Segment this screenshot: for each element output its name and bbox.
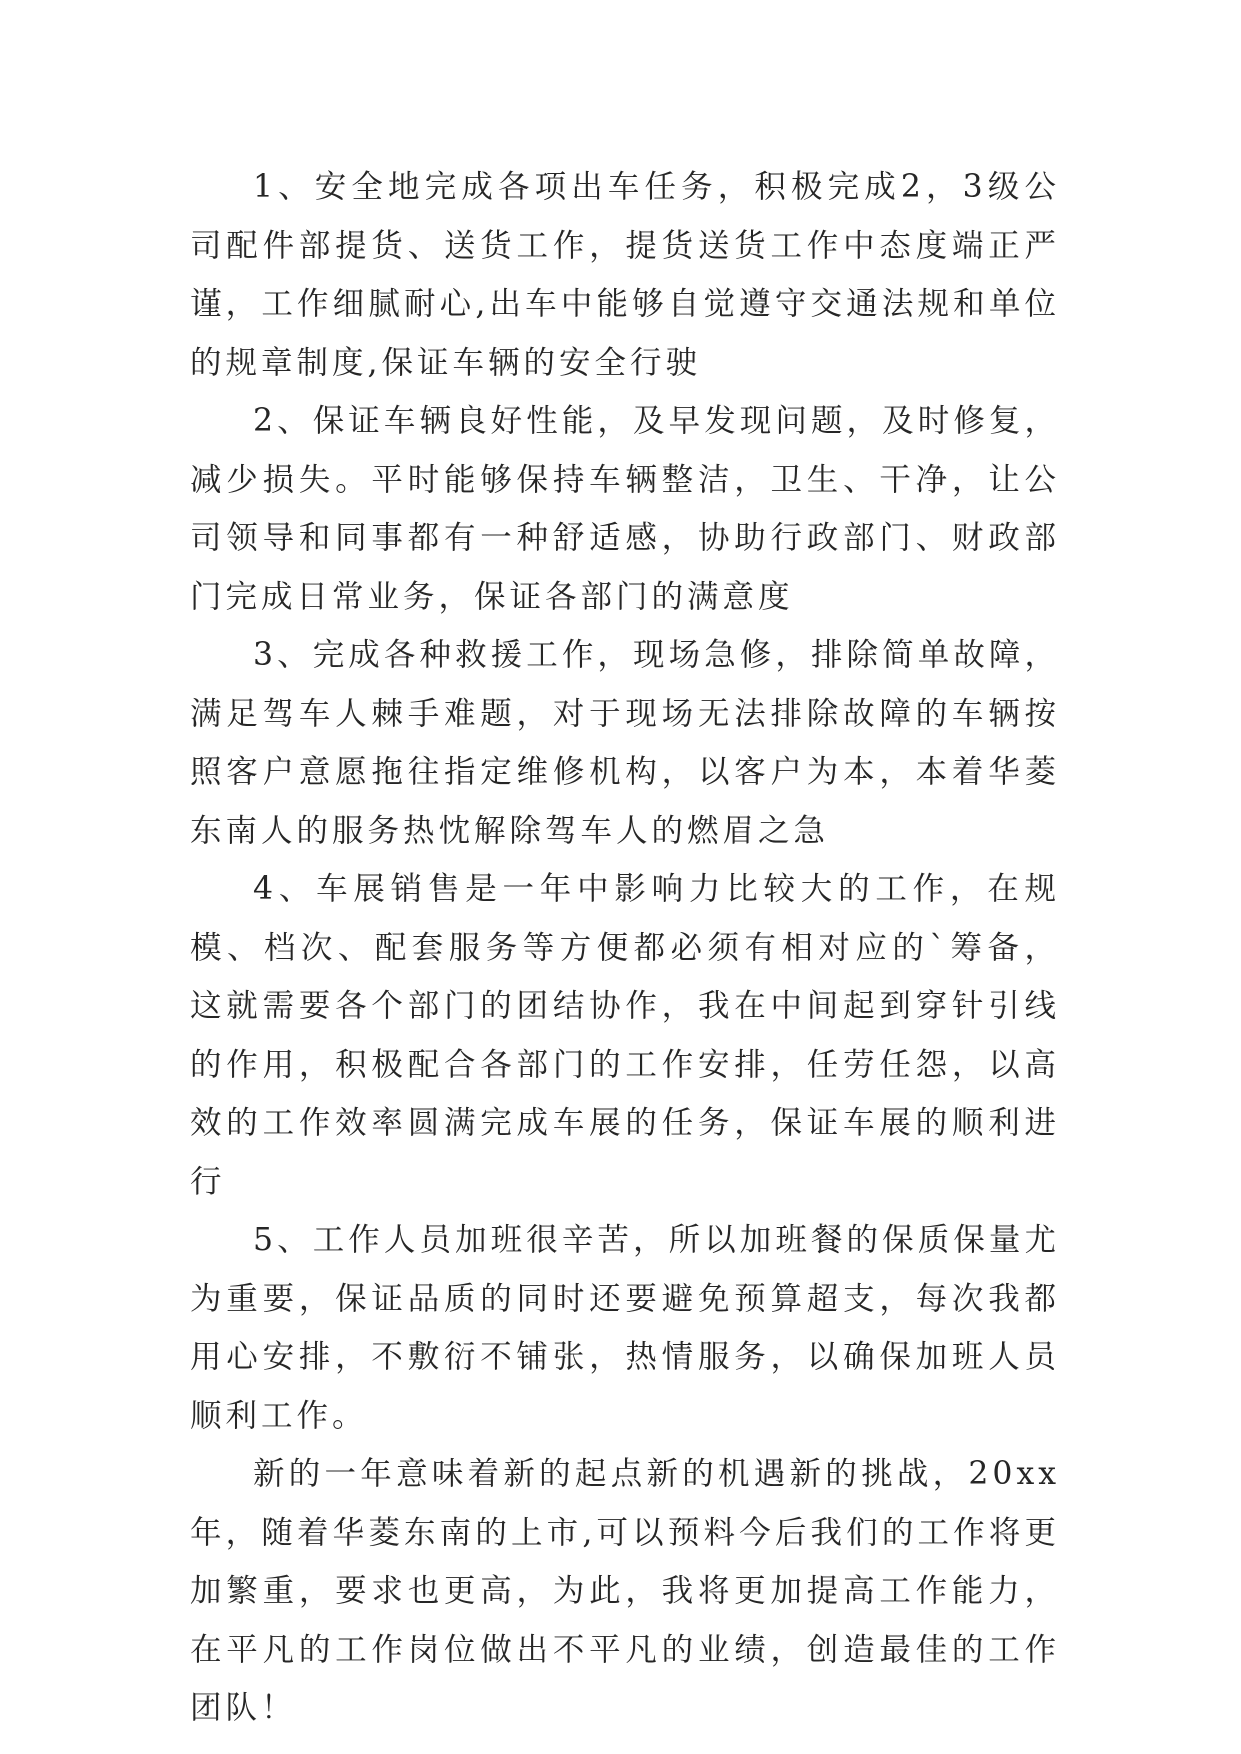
paragraph-4: 4、车展销售是一年中影响力比较大的工作，在规模、档次、配套服务等方便都必须有相对应的`筹备，这就需要各个部门的团结协作，我在中间起到穿针引线的作用，积极配合各部门的工作安排，任劳任怨，以高效的工作效率圆满完成车展的任务，保证车展的顺利进行 xyxy=(190,871,1060,1200)
document-body xyxy=(190,158,1060,1738)
paragraph-2: 2、保证车辆良好性能，及早发现问题，及时修复，减少损失。平时能够保持车辆整洁，卫生、干净，让公司领导和同事都有一种舒适感，协助行政部门、财政部门完成日常业务，保证各部门的满意度 xyxy=(190,403,1060,615)
paragraph-1: 1、安全地完成各项出车任务，积极完成2，3级公司配件部提货、送货工作，提货送货工作中态度端正严谨，工作细腻耐心,出车中能够自觉遵守交通法规和单位的规章制度,保证车辆的安全行驶 xyxy=(190,169,1060,381)
paragraph-closing: 新的一年意味着新的起点新的机遇新的挑战，20xx年，随着华菱东南的上市,可以预料今后我们的工作将更加繁重，要求也更高，为此，我将更加提高工作能力，在平凡的工作岗位做出不平凡的业绩，创造最佳的工作团队！ xyxy=(190,1456,1060,1726)
paragraph-5: 5、工作人员加班很辛苦，所以加班餐的保质保量尤为重要，保证品质的同时还要避免预算超支，每次我都用心安排，不敷衍不铺张，热情服务，以确保加班人员顺利工作。 xyxy=(190,1222,1060,1434)
paragraph-3: 3、完成各种救援工作，现场急修，排除简单故障，满足驾车人棘手难题，对于现场无法排除故障的车辆按照客户意愿拖往指定维修机构，以客户为本，本着华菱东南人的服务热忱解除驾车人的燃眉之急 xyxy=(190,637,1060,849)
